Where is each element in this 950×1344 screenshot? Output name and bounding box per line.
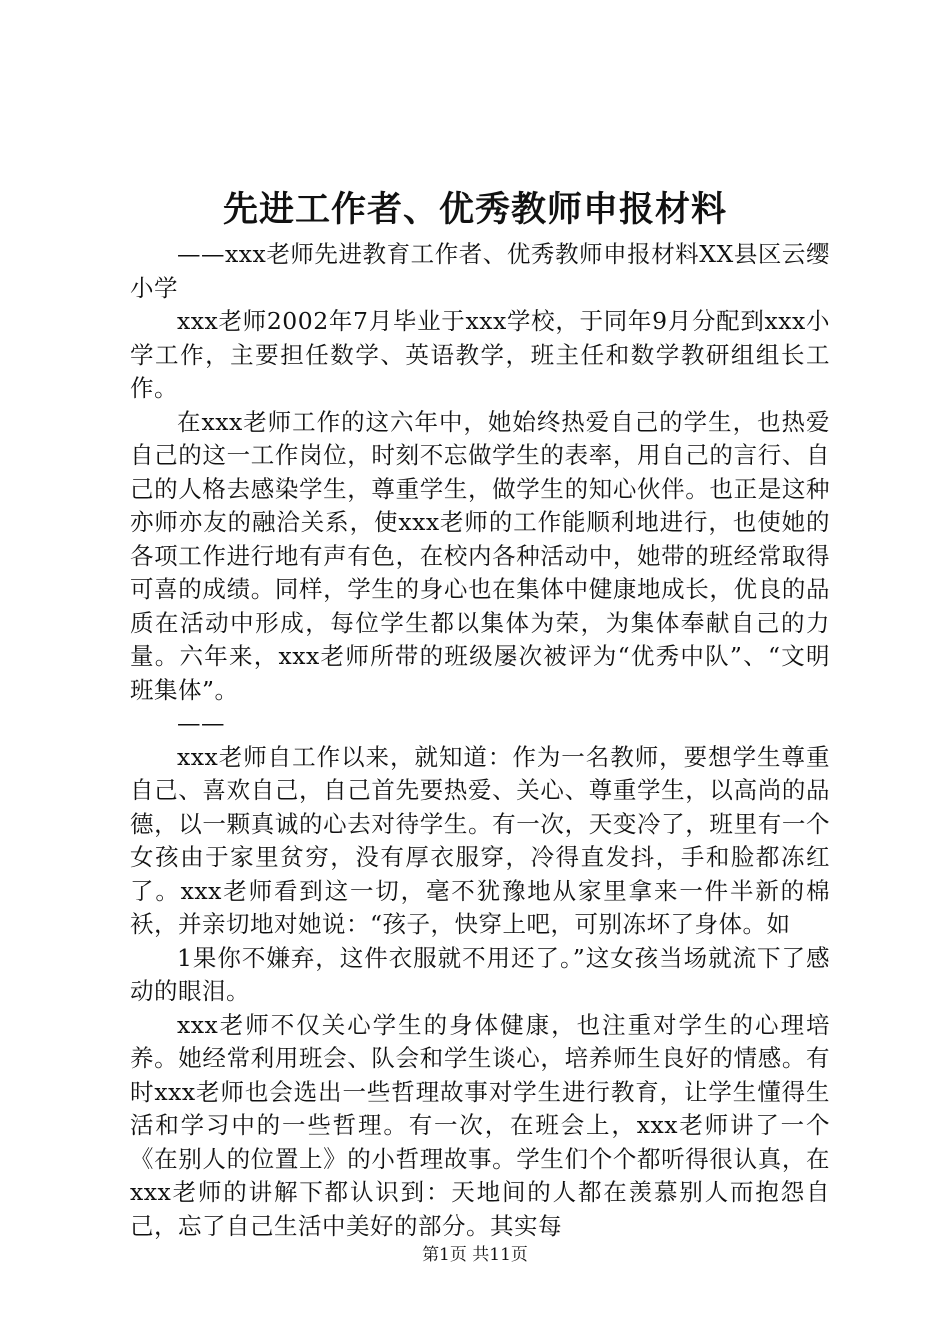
body-paragraph: 在xxx老师工作的这六年中，她始终热爱自己的学生，也热爱自己的这一工作岗位，时刻不忘做学生的表率，用自己的言行、自己的人格去感染学生，尊重学生，做学生的知心伙伴。也正是这种亦师亦友的融洽关系，使xxx老师的工作能顺利地进行，也使她的各项工作进行地有声有色，在校内各种活动中，她带的班经常取得可喜的成绩。同样，学生的身心也在集体中健康地成长，优良的品质在活动中形成，每位学生都以集体为荣，为集体奉献自己的力量。六年来，xxx老师所带的班级屡次被评为“优秀中队”、“文明班集体”。: [130, 407, 830, 704]
subtitle-paragraph: ——xxx老师先进教育工作者、优秀教师申报材料XX县区云缨小学: [130, 240, 830, 302]
page-footer: 第1页 共11页: [422, 1245, 528, 1265]
body-paragraph: xxx老师2002年7月毕业于xxx学校，于同年9月分配到xxx小学工作，主要担任数学、英语教学，班主任和数学教研组组长工作。: [130, 307, 830, 402]
body-paragraph: 1果你不嫌弃，这件衣服就不用还了。”这女孩当场就流下了感动的眼泪。: [130, 943, 830, 1005]
document-body: [130, 238, 830, 1243]
dash-separator: ——: [177, 709, 225, 737]
body-paragraph: xxx老师自工作以来，就知道：作为一名教师，要想学生尊重自己、喜欢自己，自己首先要热爱、关心、尊重学生，以高尚的品德，以一颗真诚的心去对待学生。有一次，天变冷了，班里有一个女孩由于家里贫穷，没有厚衣服穿，冷得直发抖，手和脸都冻红了。xxx老师看到这一切，毫不犹豫地从家里拿来一件半新的棉袄，并亲切地对她说：“孩子，快穿上吧，可别冻坏了身体。如: [130, 742, 830, 938]
document-title: 先进工作者、优秀教师申报材料: [222, 189, 727, 230]
body-paragraph: xxx老师不仅关心学生的身体健康，也注重对学生的心理培养。她经常利用班会、队会和学生谈心，培养师生良好的情感。有时xxx老师也会选出一些哲理故事对学生进行教育，让学生懂得生活和学习中的一些哲理。有一次，在班会上，xxx老师讲了一个《在别人的位置上》的小哲理故事。学生们个个都听得很认真，在xxx老师的讲解下都认识到：天地间的人都在羡慕别人而抱怨自己，忘了自己生活中美好的部分。其实每: [130, 1010, 830, 1240]
